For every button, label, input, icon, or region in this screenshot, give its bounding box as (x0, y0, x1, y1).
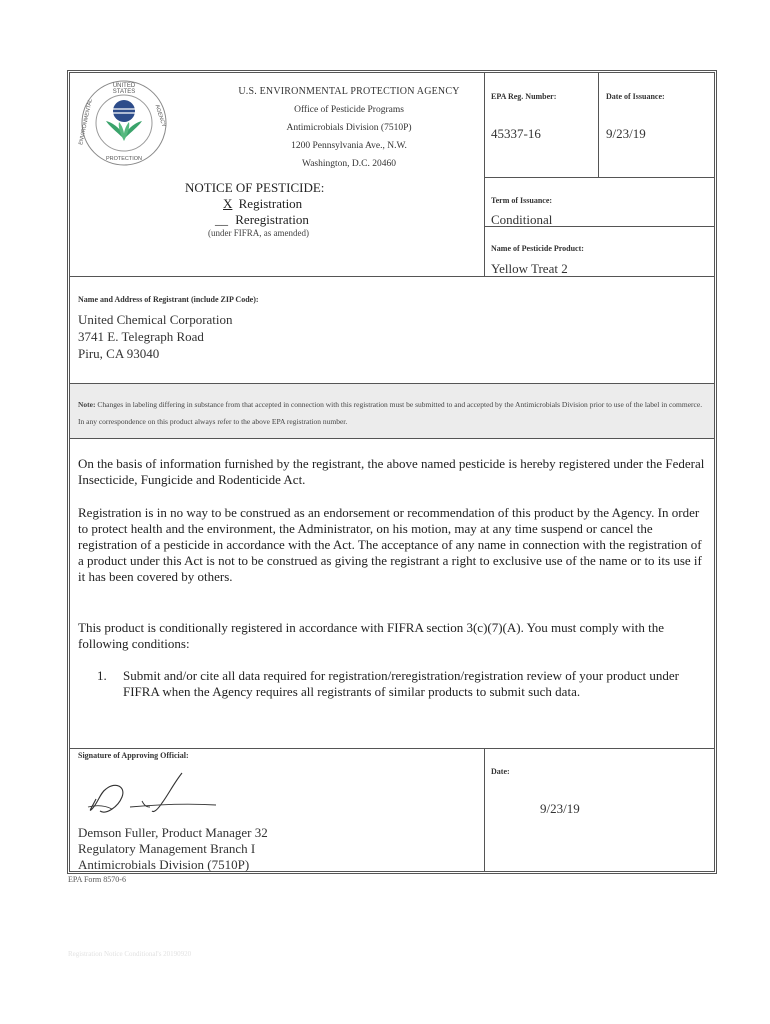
condition-1-text: Submit and/or cite all data required for registration/reregistration/registration review of your product under FIFRA when the Agency requires all registrants of similar products to submit such data. (123, 668, 679, 699)
reg-number-value: 45337-16 (491, 126, 541, 141)
signer-division: Antimicrobials Division (7510P) (78, 857, 250, 872)
seal-left-text: ENVIRONMENTAL (78, 98, 94, 146)
term-value: Conditional (491, 212, 553, 227)
seal-bottom-text: PROTECTION (105, 156, 143, 162)
issuance-date-label: Date of Issuance: (606, 92, 665, 101)
registration-mark: X (223, 196, 233, 211)
reregistration-mark: __ (215, 212, 228, 227)
divider-date-column (598, 73, 599, 177)
agency-address-2: Washington, D.C. 20460 (302, 159, 396, 169)
signer-branch: Regulatory Management Branch I (78, 841, 256, 856)
agency-address-1: 1200 Pennsylvania Ave., N.W. (291, 141, 407, 151)
seal-right-text: AGENCY (153, 104, 167, 128)
agency-office: Office of Pesticide Programs (294, 105, 404, 115)
form-number: EPA Form 8570-6 (68, 875, 126, 884)
condition-1 (97, 668, 698, 700)
condition-1-number: 1. (97, 668, 107, 683)
note-box (70, 384, 714, 438)
divider-right-column (484, 73, 485, 276)
agency-name: U.S. ENVIRONMENTAL PROTECTION AGENCY (238, 86, 460, 97)
notice-reregistration-row (215, 212, 309, 228)
notice-title: NOTICE OF PESTICIDE: (185, 180, 325, 195)
body-paragraph-2: Registration is in no way to be construed as an endorsement or recommendation of this product by the Agency. In order to protect health and the environment, the Administrator, on his motion, may at any time suspend or cancel the registration of a pesticide in accordance with the Act. The acceptance of any name in connection with the registration of a product under this Act is not to be construed as giving the registrant a right to exclusive use of the name or to its use if it has been covered by others. (78, 505, 702, 584)
watermark-text: Registration Notice Conditional's 20190920 (68, 950, 192, 958)
agency-division: Antimicrobials Division (7510P) (286, 123, 412, 133)
divider-right-1 (484, 177, 714, 178)
note-body: Changes in labeling differing in substance from that accepted in connection with this registration must be submitted to and accepted by the Antimicrobials Division prior to use of the label in commerce. In any correspondence on this product always refer to the above EPA registration number. (78, 400, 703, 426)
signature-icon (82, 769, 222, 819)
body-paragraph-3: This product is conditionally registered in accordance with FIFRA section 3(c)(7)(A). You must comply with the following conditions: (78, 620, 664, 651)
signer-name: Demson Fuller, Product Manager 32 (78, 825, 268, 840)
issuance-date-value: 9/23/19 (606, 126, 646, 141)
registration-label: Registration (238, 196, 303, 211)
epa-seal (80, 79, 168, 167)
registrant-line-2: 3741 E. Telegraph Road (78, 329, 204, 344)
note-text (78, 396, 706, 430)
signature-date-value: 9/23/19 (540, 801, 580, 816)
term-label: Term of Issuance: (491, 196, 553, 205)
registrant-line-1: United Chemical Corporation (78, 312, 233, 327)
notice-registration-row (215, 196, 302, 212)
note-label: Note: (78, 400, 96, 409)
divider-note-bottom (70, 438, 714, 439)
reg-number-label: EPA Reg. Number: (491, 92, 557, 101)
notice-subtitle: (under FIFRA, as amended) (208, 228, 309, 238)
signature-date-label: Date: (491, 767, 510, 776)
registrant-label: Name and Address of Registrant (include ZIP Code): (78, 295, 259, 304)
divider-signature-top (70, 748, 714, 749)
signature-label: Signature of Approving Official: (78, 751, 189, 760)
handwritten-signature (82, 769, 222, 819)
body-paragraph-1: On the basis of information furnished by the registrant, the above named pesticide is hereby registered under the Federal Insecticide, Fungicide and Rodenticide Act. (78, 456, 705, 487)
product-name-value: Yellow Treat 2 (491, 261, 568, 276)
divider-signature-column (484, 748, 485, 871)
divider-registrant-top (70, 276, 714, 277)
reregistration-label: Reregistration (235, 212, 309, 227)
seal-top-text: UNITED STATES (112, 83, 136, 95)
registration-form (67, 70, 717, 874)
registrant-line-3: Piru, CA 93040 (78, 346, 160, 361)
product-name-label: Name of Pesticide Product: (491, 244, 584, 253)
